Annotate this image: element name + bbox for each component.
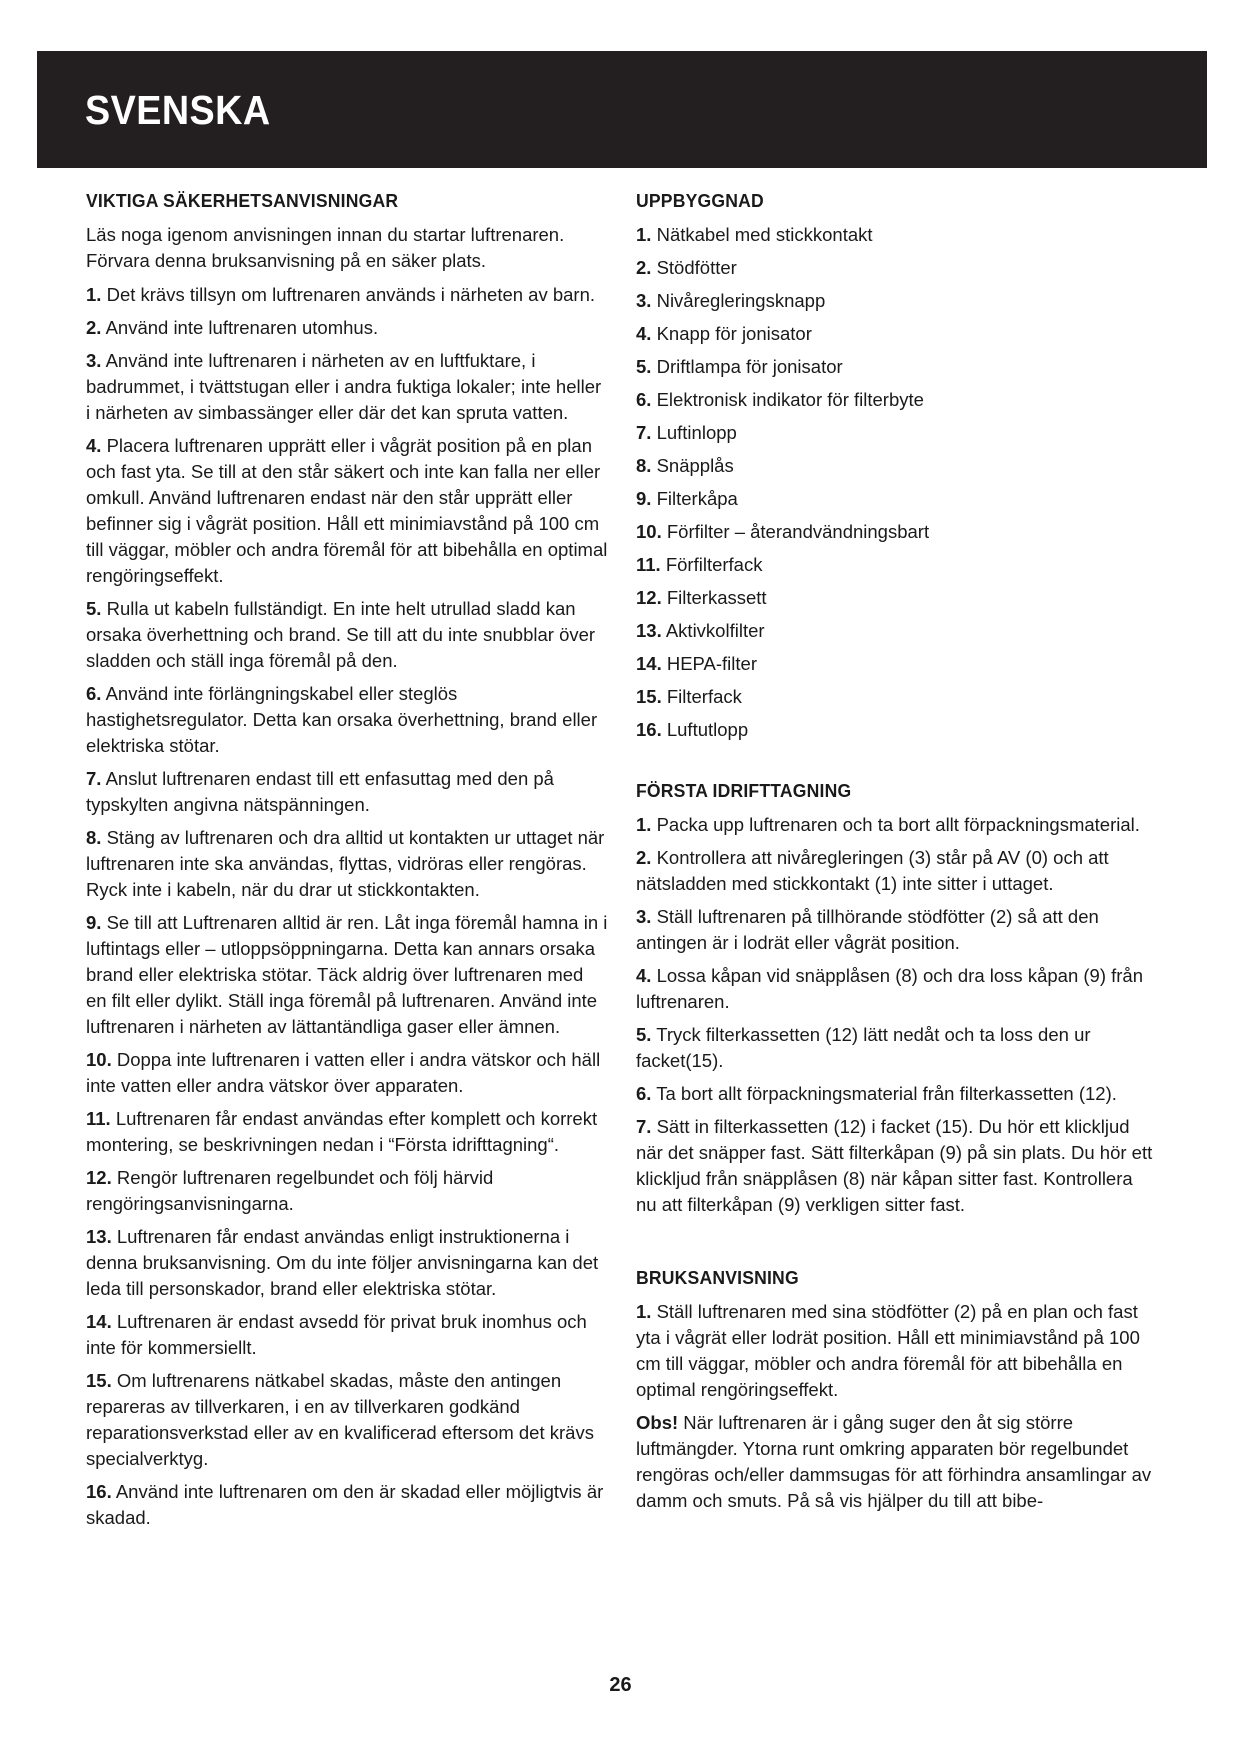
section-spacer [636, 1225, 1156, 1267]
item-text: Elektronisk indikator för filterbyte [656, 389, 924, 410]
list-item [636, 222, 1156, 248]
item-number: 5. [636, 356, 652, 377]
item-number: 4. [636, 965, 652, 986]
item-number: 14. [86, 1311, 112, 1332]
first-use-heading: FÖRSTA IDRIFTTAGNING [636, 780, 852, 801]
list-item [636, 486, 1156, 512]
item-text: Anslut luftrenaren endast till ett enfasuttag med den på typskylten angivna nätspänningen. [86, 768, 554, 815]
right-column [636, 190, 1156, 1521]
item-number: 4. [86, 435, 102, 456]
item-text: Luftrenaren får endast användas enligt instruktionerna i denna bruksanvisning. Om du inte följer anvisningarna kan det leda till personskador, brand eller elektriska stötar. [86, 1226, 599, 1299]
list-item [86, 282, 608, 308]
item-number: 15. [636, 686, 662, 707]
list-item [636, 453, 1156, 479]
item-number: 16. [636, 719, 662, 740]
list-item [636, 904, 1156, 956]
list-item [86, 1224, 608, 1302]
note-text: När luftrenaren är i gång suger den åt sig större luftmängder. Ytorna runt omkring apparaten bör regelbundet rengöras och/eller dammsugas för att förhindra ansamlingar av damm och smuts. På så vis hjälper du till att bibe- [636, 1412, 1152, 1511]
item-number: 16. [86, 1481, 112, 1502]
list-item [636, 1114, 1156, 1218]
list-item [636, 651, 1156, 677]
list-item [636, 963, 1156, 1015]
parts-list [636, 222, 1156, 743]
item-text: Nätkabel med stickkontakt [656, 224, 873, 245]
item-text: Förfilterfack [665, 554, 763, 575]
item-text: Placera luftrenaren upprätt eller i vågrät position på en plan och fast yta. Se till at den står säkert och inte kan falla ner eller omkull. Använd luftrenaren endast när den står upprätt eller befinner sig i vågrät position. Håll ett minimiavstånd på 100 cm till väggar, möbler och andra föremål för att bibehålla en optimal rengöringseffekt. [86, 435, 608, 586]
item-text: Rengör luftrenaren regelbundet och följ härvid rengöringsanvisningarna. [86, 1167, 494, 1214]
item-number: 10. [86, 1049, 112, 1070]
item-number: 5. [636, 1024, 652, 1045]
item-text: Ställ luftrenaren på tillhörande stödfötter (2) så att den antingen är i lodrät eller vågrät position. [636, 906, 1099, 953]
list-item [86, 1368, 608, 1472]
usage-note [636, 1410, 1156, 1514]
list-item [86, 1047, 608, 1099]
item-number: 8. [636, 455, 652, 476]
item-text: Se till att Luftrenaren alltid är ren. Låt inga föremål hamna in i luftintags eller – utloppsöppningarna. Detta kan annars orsaka brand eller elektriska stötar. Täck aldrig över luftrenaren med en filt eller dylikt. Ställ inga föremål på luftrenaren. Använd inte luftrenaren i närheten av lättantändliga gaser eller ämnen. [86, 912, 608, 1037]
list-item [636, 354, 1156, 380]
item-number: 15. [86, 1370, 112, 1391]
item-text: Använd inte luftrenaren i närheten av en luftfuktare, i badrummet, i tvättstugan eller i andra fuktiga lokaler; inte heller i närheten av simbassänger eller där det kan spruta vatten. [86, 350, 602, 423]
list-item [636, 684, 1156, 710]
item-text: Stödfötter [656, 257, 737, 278]
safety-list [86, 282, 608, 1531]
item-text: Lossa kåpan vid snäpplåsen (8) och dra loss kåpan (9) från luftrenaren. [636, 965, 1143, 1012]
item-text: Om luftrenarens nätkabel skadas, måste den antingen repareras av tillverkaren, i en av tillverkaren godkänd reparationsverkstad eller av en kvalificerad eftersom det krävs specialverktyg. [86, 1370, 594, 1469]
list-item [86, 315, 608, 341]
item-number: 7. [86, 768, 102, 789]
note-label: Obs! [636, 1412, 679, 1433]
safety-intro: Läs noga igenom anvisningen innan du startar luftrenaren. Förvara denna bruksanvisning på en säker plats. [86, 224, 565, 271]
item-number: 8. [86, 827, 102, 848]
item-text: Knapp för jonisator [656, 323, 812, 344]
item-number: 1. [636, 224, 652, 245]
item-number: 1. [636, 1301, 652, 1322]
list-item [86, 766, 608, 818]
item-number: 3. [636, 906, 652, 927]
item-text: Ställ luftrenaren med sina stödfötter (2) på en plan och fast yta i vågrät eller lodrät position. Håll ett minimiavstånd på 100 cm till väggar, möbler och andra föremål för att bibehålla en optimal rengöringseffekt. [636, 1301, 1140, 1400]
item-text: Förfilter – återandvändningsbart [666, 521, 930, 542]
item-text: Filterkassett [666, 587, 767, 608]
list-item [636, 812, 1156, 838]
item-number: 1. [636, 814, 652, 835]
list-item [86, 825, 608, 903]
item-number: 7. [636, 1116, 652, 1137]
item-text: Luftrenaren är endast avsedd för privat bruk inomhus och inte för kommersiellt. [86, 1311, 587, 1358]
item-number: 14. [636, 653, 662, 674]
item-text: Använd inte förlängningskabel eller steglös hastighetsregulator. Detta kan orsaka överhettning, brand eller elektriska stötar. [86, 683, 598, 756]
list-item [636, 387, 1156, 413]
list-item [86, 910, 608, 1040]
item-number: 12. [86, 1167, 112, 1188]
language-header-bar [37, 51, 1207, 168]
item-number: 11. [86, 1108, 111, 1129]
item-number: 9. [636, 488, 652, 509]
item-number: 7. [636, 422, 652, 443]
item-text: Driftlampa för jonisator [656, 356, 843, 377]
usage-heading: BRUKSANVISNING [636, 1267, 799, 1288]
list-item [86, 1309, 608, 1361]
item-number: 6. [86, 683, 102, 704]
item-number: 3. [86, 350, 102, 371]
item-text: Aktivkolfilter [665, 620, 765, 641]
item-text: Kontrollera att nivåregleringen (3) står på AV (0) och att nätsladden med stickkontakt (1) inte sitter i uttaget. [636, 847, 1109, 894]
item-text: Snäpplås [656, 455, 734, 476]
item-text: Det krävs tillsyn om luftrenaren används i närheten av barn. [106, 284, 596, 305]
item-number: 3. [636, 290, 652, 311]
item-text: Luftinlopp [656, 422, 737, 443]
item-number: 9. [86, 912, 102, 933]
list-item [636, 321, 1156, 347]
list-item [636, 420, 1156, 446]
list-item [636, 618, 1156, 644]
item-number: 4. [636, 323, 652, 344]
safety-heading: VIKTIGA SÄKERHETSANVISNINGAR [86, 190, 399, 211]
parts-heading: UPPBYGGNAD [636, 190, 764, 211]
first-use-list [636, 812, 1156, 1218]
item-number: 13. [636, 620, 662, 641]
list-item [636, 1022, 1156, 1074]
item-text: Filterkåpa [656, 488, 738, 509]
item-number: 1. [86, 284, 102, 305]
item-text: Doppa inte luftrenaren i vatten eller i andra vätskor och häll inte vatten eller andra vätskor över apparaten. [86, 1049, 601, 1096]
item-number: 13. [86, 1226, 112, 1247]
list-item [636, 717, 1156, 743]
list-item [636, 1081, 1156, 1107]
list-item [636, 519, 1156, 545]
item-number: 6. [636, 389, 652, 410]
item-text: Stäng av luftrenaren och dra alltid ut kontakten ur uttaget när luftrenaren inte ska användas, flyttas, vidröras eller rengöras. Ryck inte i kabeln, när du drar ut stickkontakten. [86, 827, 605, 900]
list-item [86, 1106, 608, 1158]
list-item [636, 288, 1156, 314]
list-item [86, 1165, 608, 1217]
item-text: Sätt in filterkassetten (12) i facket (15). Du hör ett klickljud när det snäpper fast. Sätt filterkåpan (9) på sin plats. Du hör ett klickljud från snäpplåsen (8) när kåpan sitter fast. Kontrollera nu att filterkåpan (9) verkligen sitter fast. [636, 1116, 1153, 1215]
list-item [636, 552, 1156, 578]
item-text: Använd inte luftrenaren utomhus. [105, 317, 379, 338]
item-text: Filterfack [666, 686, 742, 707]
section-spacer [636, 750, 1156, 780]
item-text: Luftutlopp [666, 719, 749, 740]
list-item [86, 433, 608, 589]
item-text: HEPA-filter [666, 653, 757, 674]
page-number: 26 [609, 1674, 632, 1696]
left-column [86, 190, 608, 1538]
list-item [636, 585, 1156, 611]
item-number: 6. [636, 1083, 652, 1104]
usage-list [636, 1299, 1156, 1403]
item-number: 11. [636, 554, 661, 575]
item-text: Rulla ut kabeln fullständigt. En inte helt utrullad sladd kan orsaka överhettning och brand. Se till att du inte snubblar över sladden och ställ inga föremål på den. [86, 598, 596, 671]
item-number: 2. [636, 847, 652, 868]
list-item [636, 1299, 1156, 1403]
list-item [86, 1479, 608, 1531]
item-text: Luftrenaren får endast användas efter komplett och korrekt montering, se beskrivningen nedan i “Första idrifttagning“. [86, 1108, 598, 1155]
item-text: Nivåregleringsknapp [656, 290, 826, 311]
list-item [86, 681, 608, 759]
list-item [636, 845, 1156, 897]
item-number: 12. [636, 587, 662, 608]
item-text: Ta bort allt förpackningsmaterial från filterkassetten (12). [656, 1083, 1117, 1104]
item-text: Tryck filterkassetten (12) lätt nedåt och ta loss den ur facket(15). [636, 1024, 1091, 1071]
item-text: Använd inte luftrenaren om den är skadad eller möjligtvis är skadad. [86, 1481, 604, 1528]
language-title: SVENSKA [85, 87, 271, 133]
list-item [86, 596, 608, 674]
item-number: 5. [86, 598, 102, 619]
list-item [86, 348, 608, 426]
item-text: Packa upp luftrenaren och ta bort allt förpackningsmaterial. [656, 814, 1140, 835]
item-number: 10. [636, 521, 662, 542]
item-number: 2. [636, 257, 652, 278]
item-number: 2. [86, 317, 102, 338]
list-item [636, 255, 1156, 281]
